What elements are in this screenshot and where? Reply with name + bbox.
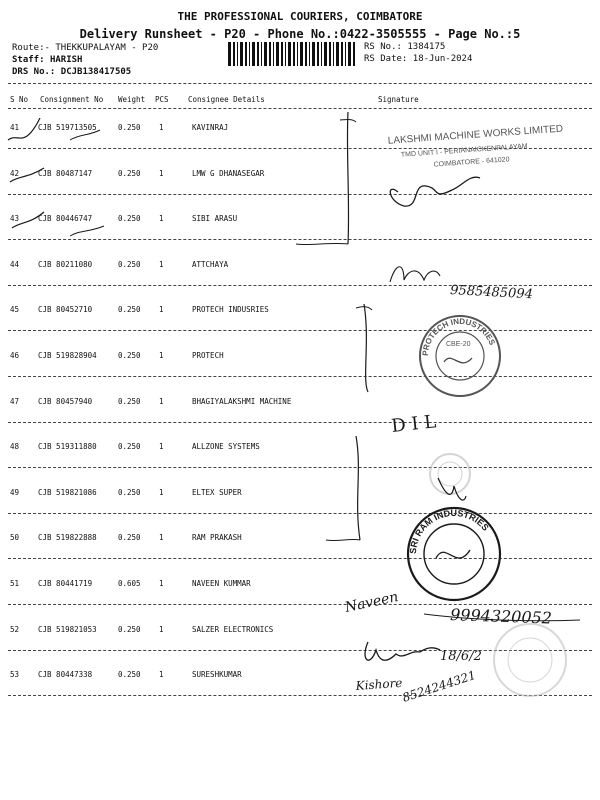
row-pcs: 1 — [159, 579, 164, 588]
route-value: THEKKUPALAYAM - P20 — [55, 43, 159, 53]
row-weight: 0.250 — [118, 487, 141, 497]
row-divider — [8, 422, 592, 423]
row-weight: 0.605 — [118, 579, 141, 588]
svg-text:COIMBATORE - 641020: COIMBATORE - 641020 — [433, 156, 510, 169]
row-consignee: SIBI ARASU — [192, 214, 238, 224]
svg-text:TMD UNIT I - PERIANAICKENPALAY: TMD UNIT I - PERIANAICKENPALAYAM — [400, 143, 528, 159]
barcode-bar — [293, 42, 295, 66]
row-sno: 42 — [10, 168, 20, 178]
row-divider — [8, 604, 592, 605]
row-weight: 0.250 — [118, 305, 141, 315]
sriram-stamp — [408, 508, 500, 600]
row-divider — [8, 285, 592, 286]
row-consignment-no: CJB 80441719 — [38, 579, 93, 588]
handwriting-dil: D I L — [390, 411, 438, 437]
row-divider — [8, 194, 592, 195]
row-consignment-no: CJB 519828904 — [38, 351, 97, 360]
row-consignee: KAVINRAJ — [192, 123, 229, 132]
signature-49 — [438, 478, 466, 500]
row-weight: 0.250 — [118, 351, 141, 360]
barcode-bar — [333, 42, 334, 66]
row-pcs: 1 — [159, 168, 164, 178]
row-weight: 0.250 — [118, 533, 141, 543]
rs-date-label: RS Date: — [364, 54, 408, 64]
barcode-bar — [264, 42, 267, 66]
row-pcs: 1 — [159, 624, 164, 634]
col-header-details: Consignee Details — [188, 95, 265, 104]
route-label: Route:- — [12, 43, 50, 53]
row-divider — [8, 148, 592, 149]
row-pcs: 1 — [159, 533, 164, 543]
barcode-bar — [245, 42, 247, 66]
col-header-weight: Weight — [118, 95, 146, 104]
row-pcs: 1 — [159, 259, 164, 269]
row-consignee: PROTECH — [192, 351, 224, 360]
row-consignment-no: CJB 519821086 — [38, 487, 97, 497]
col-header-pcs: PCS — [155, 95, 169, 104]
barcode-bar — [341, 42, 343, 66]
row-divider — [8, 376, 592, 377]
bracket-line — [347, 112, 348, 244]
row-consignment-no: CJB 80447338 — [38, 670, 93, 680]
row-consignment-no: CJB 519713505 — [38, 123, 97, 132]
barcode-bar — [249, 42, 250, 66]
row-consignment-no: CJB 80457940 — [38, 396, 93, 406]
row-consignment-no: CJB 519311880 — [38, 442, 97, 452]
rs-no-line — [364, 42, 445, 52]
row-weight: 0.250 — [118, 214, 141, 224]
name-53: Kishore — [355, 675, 403, 693]
row-sno: 43 — [10, 214, 20, 224]
row-sno: 50 — [10, 533, 20, 543]
barcode-bar — [321, 42, 322, 66]
row-consignment-no: CJB 80487147 — [38, 168, 93, 178]
barcode-bar — [276, 42, 279, 66]
row-consignment-no: CJB 519822888 — [38, 533, 97, 543]
barcode-bar — [345, 42, 346, 66]
row-sno: 52 — [10, 624, 20, 634]
row-consignee: ELTEX SUPER — [192, 487, 242, 497]
row-consignment-no: CJB 80211080 — [38, 259, 93, 269]
barcode-bar — [288, 42, 291, 66]
barcode-bar — [329, 42, 331, 66]
signature-42 — [390, 177, 480, 206]
barcode-bar — [305, 42, 307, 66]
col-header-signature: Signature — [378, 95, 419, 104]
route-line — [12, 43, 158, 53]
barcode-bar — [324, 42, 327, 66]
header-rule-top — [8, 83, 592, 84]
row-consignment-no: CJB 80446747 — [38, 214, 93, 224]
row-divider — [8, 695, 592, 696]
row-consignee: SALZER ELECTRONICS — [192, 624, 274, 634]
salzer-stamp — [494, 624, 566, 696]
col-header-consignment: Consignment No — [40, 95, 104, 104]
row-weight: 0.250 — [118, 259, 141, 269]
row-weight: 0.250 — [118, 670, 141, 680]
barcode-bar — [312, 42, 315, 66]
barcode-bar — [257, 42, 259, 66]
row-weight: 0.250 — [118, 442, 141, 452]
tick-mark — [70, 226, 104, 236]
row-sno: 44 — [10, 259, 20, 269]
row-divider — [8, 467, 592, 468]
barcode-bar — [233, 42, 235, 66]
barcode-bar — [317, 42, 319, 66]
row-consignee: PROTECH INDUSRIES — [192, 305, 269, 315]
row-consignee: ATTCHAYA — [192, 259, 229, 269]
barcode-bar — [237, 42, 238, 66]
barcode-bar — [240, 42, 243, 66]
staff-line — [12, 55, 82, 65]
svg-text:LAKSHMI MACHINE WORKS LIMITED: LAKSHMI MACHINE WORKS LIMITED — [387, 123, 564, 147]
drs-label: DRS No.: — [12, 67, 56, 77]
rs-date-line — [364, 54, 472, 64]
faint-stamp — [430, 454, 470, 494]
row-weight: 0.250 — [118, 123, 141, 132]
row-consignee: SURESHKUMAR — [192, 670, 242, 680]
row-pcs: 1 — [159, 442, 164, 452]
svg-text:PROTECH INDUSTRIES: PROTECH INDUSTRIES — [420, 316, 497, 357]
bracket-line — [356, 436, 360, 540]
barcode-bar — [285, 42, 286, 66]
barcode-bar — [309, 42, 310, 66]
bracket-line — [340, 120, 356, 123]
row-sno: 49 — [10, 487, 20, 497]
rs-no-value: 1384175 — [407, 42, 446, 52]
row-consignee: BHAGIYALAKSHMI MACHINE — [192, 396, 292, 406]
row-divider — [8, 558, 592, 559]
row-sno: 48 — [10, 442, 20, 452]
row-consignment-no: CJB 519821053 — [38, 624, 97, 634]
bracket-line — [296, 243, 348, 244]
barcode-bar — [281, 42, 283, 66]
company-title: THE PROFESSIONAL COURIERS, COIMBATORE — [177, 10, 423, 23]
row-pcs: 1 — [159, 670, 164, 680]
row-weight: 0.250 — [118, 396, 141, 406]
rs-date-value: 18-Jun-2024 — [412, 54, 473, 64]
barcode-image — [228, 42, 356, 66]
barcode-bar — [261, 42, 262, 66]
phone-51: 9994320052 — [449, 605, 553, 628]
barcode-bar — [348, 42, 351, 66]
row-pcs: 1 — [159, 351, 164, 360]
row-sno: 47 — [10, 396, 20, 406]
bracket-line — [326, 539, 360, 540]
row-divider — [8, 513, 592, 514]
drs-value: DCJB138417505 — [60, 67, 132, 77]
bracket-line — [364, 304, 368, 392]
barcode-bar — [252, 42, 255, 66]
row-pcs: 1 — [159, 305, 164, 315]
mark-52: 18/6/2 — [440, 649, 482, 664]
barcode-bar — [228, 42, 231, 66]
row-consignment-no: CJB 80452710 — [38, 305, 93, 315]
row-pcs: 1 — [159, 487, 164, 497]
barcode-bar — [300, 42, 303, 66]
protech-stamp — [420, 316, 500, 396]
svg-text:CBE-20: CBE-20 — [446, 341, 471, 348]
underline-51 — [424, 614, 580, 621]
row-consignee: RAM PRAKASH — [192, 533, 242, 543]
phone-53: 8524244321 — [400, 667, 478, 705]
runsheet-subtitle: Delivery Runsheet - P20 - Phone No.:0422-3505555 - Page No.:5 — [79, 27, 521, 41]
row-pcs: 1 — [159, 123, 164, 132]
barcode-bar — [353, 42, 355, 66]
name-51: Naveen — [343, 589, 400, 616]
signature-44 — [390, 267, 440, 282]
row-sno: 53 — [10, 670, 20, 680]
barcode-bar — [273, 42, 274, 66]
row-sno: 41 — [10, 123, 20, 132]
row-consignee: NAVEEN KUMMAR — [192, 579, 251, 588]
barcode-bar — [297, 42, 298, 66]
row-pcs: 1 — [159, 214, 164, 224]
row-divider — [8, 650, 592, 651]
row-consignee: ALLZONE SYSTEMS — [192, 442, 260, 452]
header-rule-bottom — [8, 108, 592, 109]
row-weight: 0.250 — [118, 168, 141, 178]
row-sno: 46 — [10, 351, 20, 360]
row-divider — [8, 239, 592, 240]
row-consignee: LMW G DHANASEGAR — [192, 168, 265, 178]
rs-no-label: RS No.: — [364, 42, 402, 52]
bracket-line — [356, 307, 372, 310]
row-weight: 0.250 — [118, 624, 141, 634]
staff-value: HARISH — [49, 55, 83, 65]
barcode-bar — [269, 42, 271, 66]
row-pcs: 1 — [159, 396, 164, 406]
staff-label: Staff: — [12, 55, 45, 65]
signature-52 — [365, 642, 440, 660]
barcode-bar — [336, 42, 339, 66]
phone-44: 9585485094 — [449, 283, 534, 303]
svg-text:SRI RAM INDUSTRIES: SRI RAM INDUSTRIES — [407, 507, 491, 555]
row-divider — [8, 330, 592, 331]
row-sno: 45 — [10, 305, 20, 315]
drs-line — [12, 67, 131, 77]
col-header-sno: S No — [10, 95, 29, 104]
row-sno: 51 — [10, 579, 20, 588]
